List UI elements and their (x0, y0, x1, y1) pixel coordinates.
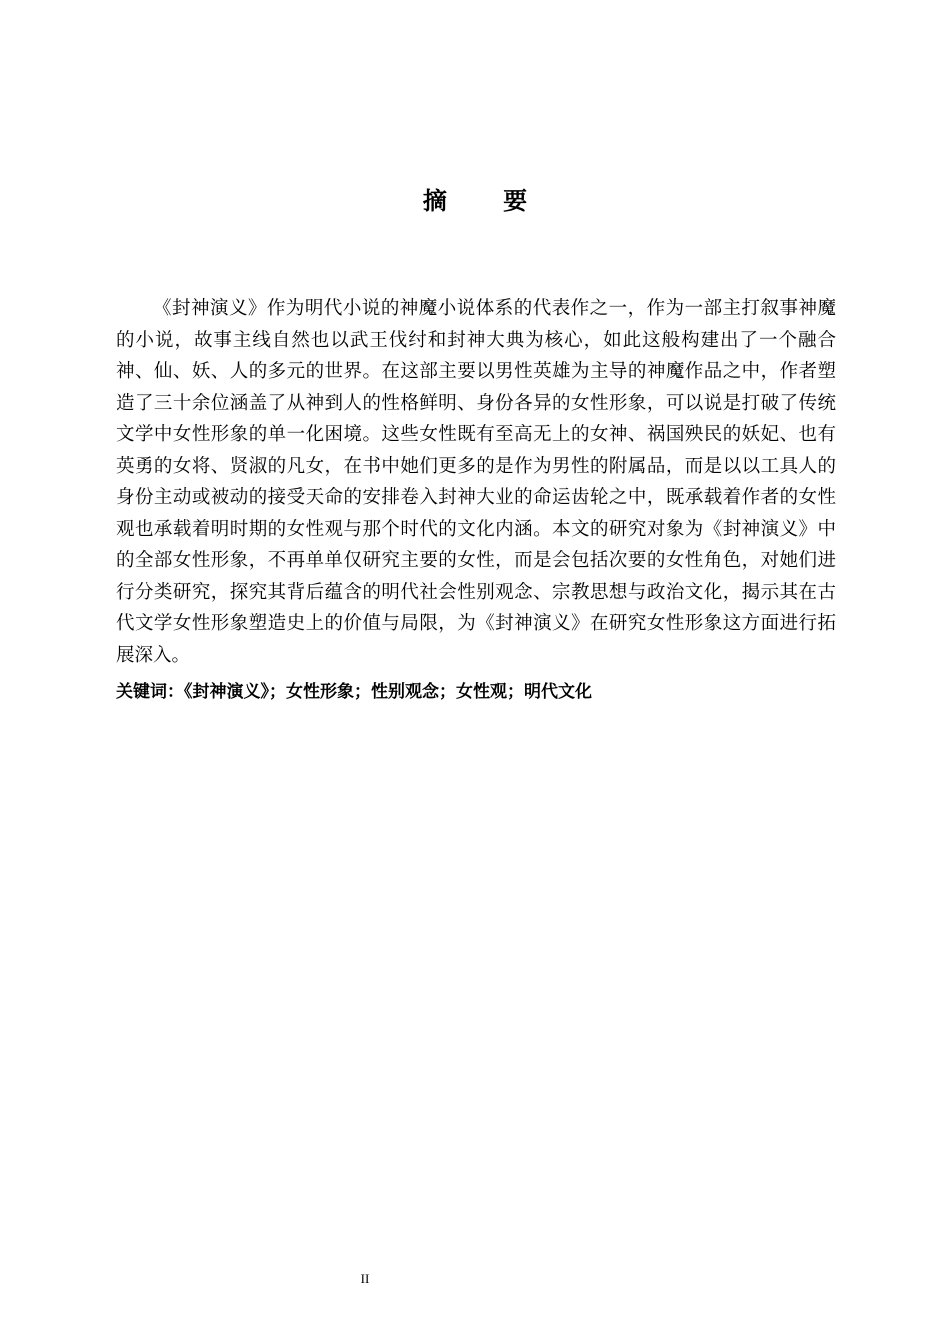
abstract-title: 摘 要 (422, 187, 552, 215)
keywords-line (116, 676, 836, 708)
abstract-body: 《封神演义》作为明代小说的神魔小说体系的代表作之一，作为一部主打叙事神魔的小说，故事主线自然也以武王伐纣和封神大典为核心，如此这般构建出了一个融合神、仙、妖、人的多元的世界。在这部主要以男性英雄为主导的神魔作品之中，作者塑造了三十余位涵盖了从神到人的性格鲜明、身份各异的女性形象，可以说是打破了传统文学中女性形象的单一化困境。这些女性既有至高无上的女神、祸国殃民的妖妃、也有英勇的女将、贤淑的凡女，在书中她们更多的是作为男性的附属品，而是以以工具人的身份主动或被动的接受天命的安排卷入封神大业的命运齿轮之中，既承载着作者的女性观也承载着明时期的女性观与那个时代的文化内涵。本文的研究对象为《封神演义》中的全部女性形象，不再单单仅研究主要的女性，而是会包括次要的女性角色，对她们进行分类研究，探究其背后蕴含的明代社会性别观念、宗教思想与政治文化，揭示其在古代文学女性形象塑造史上的价值与局限，为《封神演义》在研究女性形象这方面进行拓展深入。 (116, 298, 836, 666)
keywords-label: 关键词： (116, 682, 184, 702)
keywords-list: 《封神演义》；女性形象；性别观念；女性观；明代文化 (184, 682, 592, 702)
page-number: II (360, 1271, 370, 1286)
